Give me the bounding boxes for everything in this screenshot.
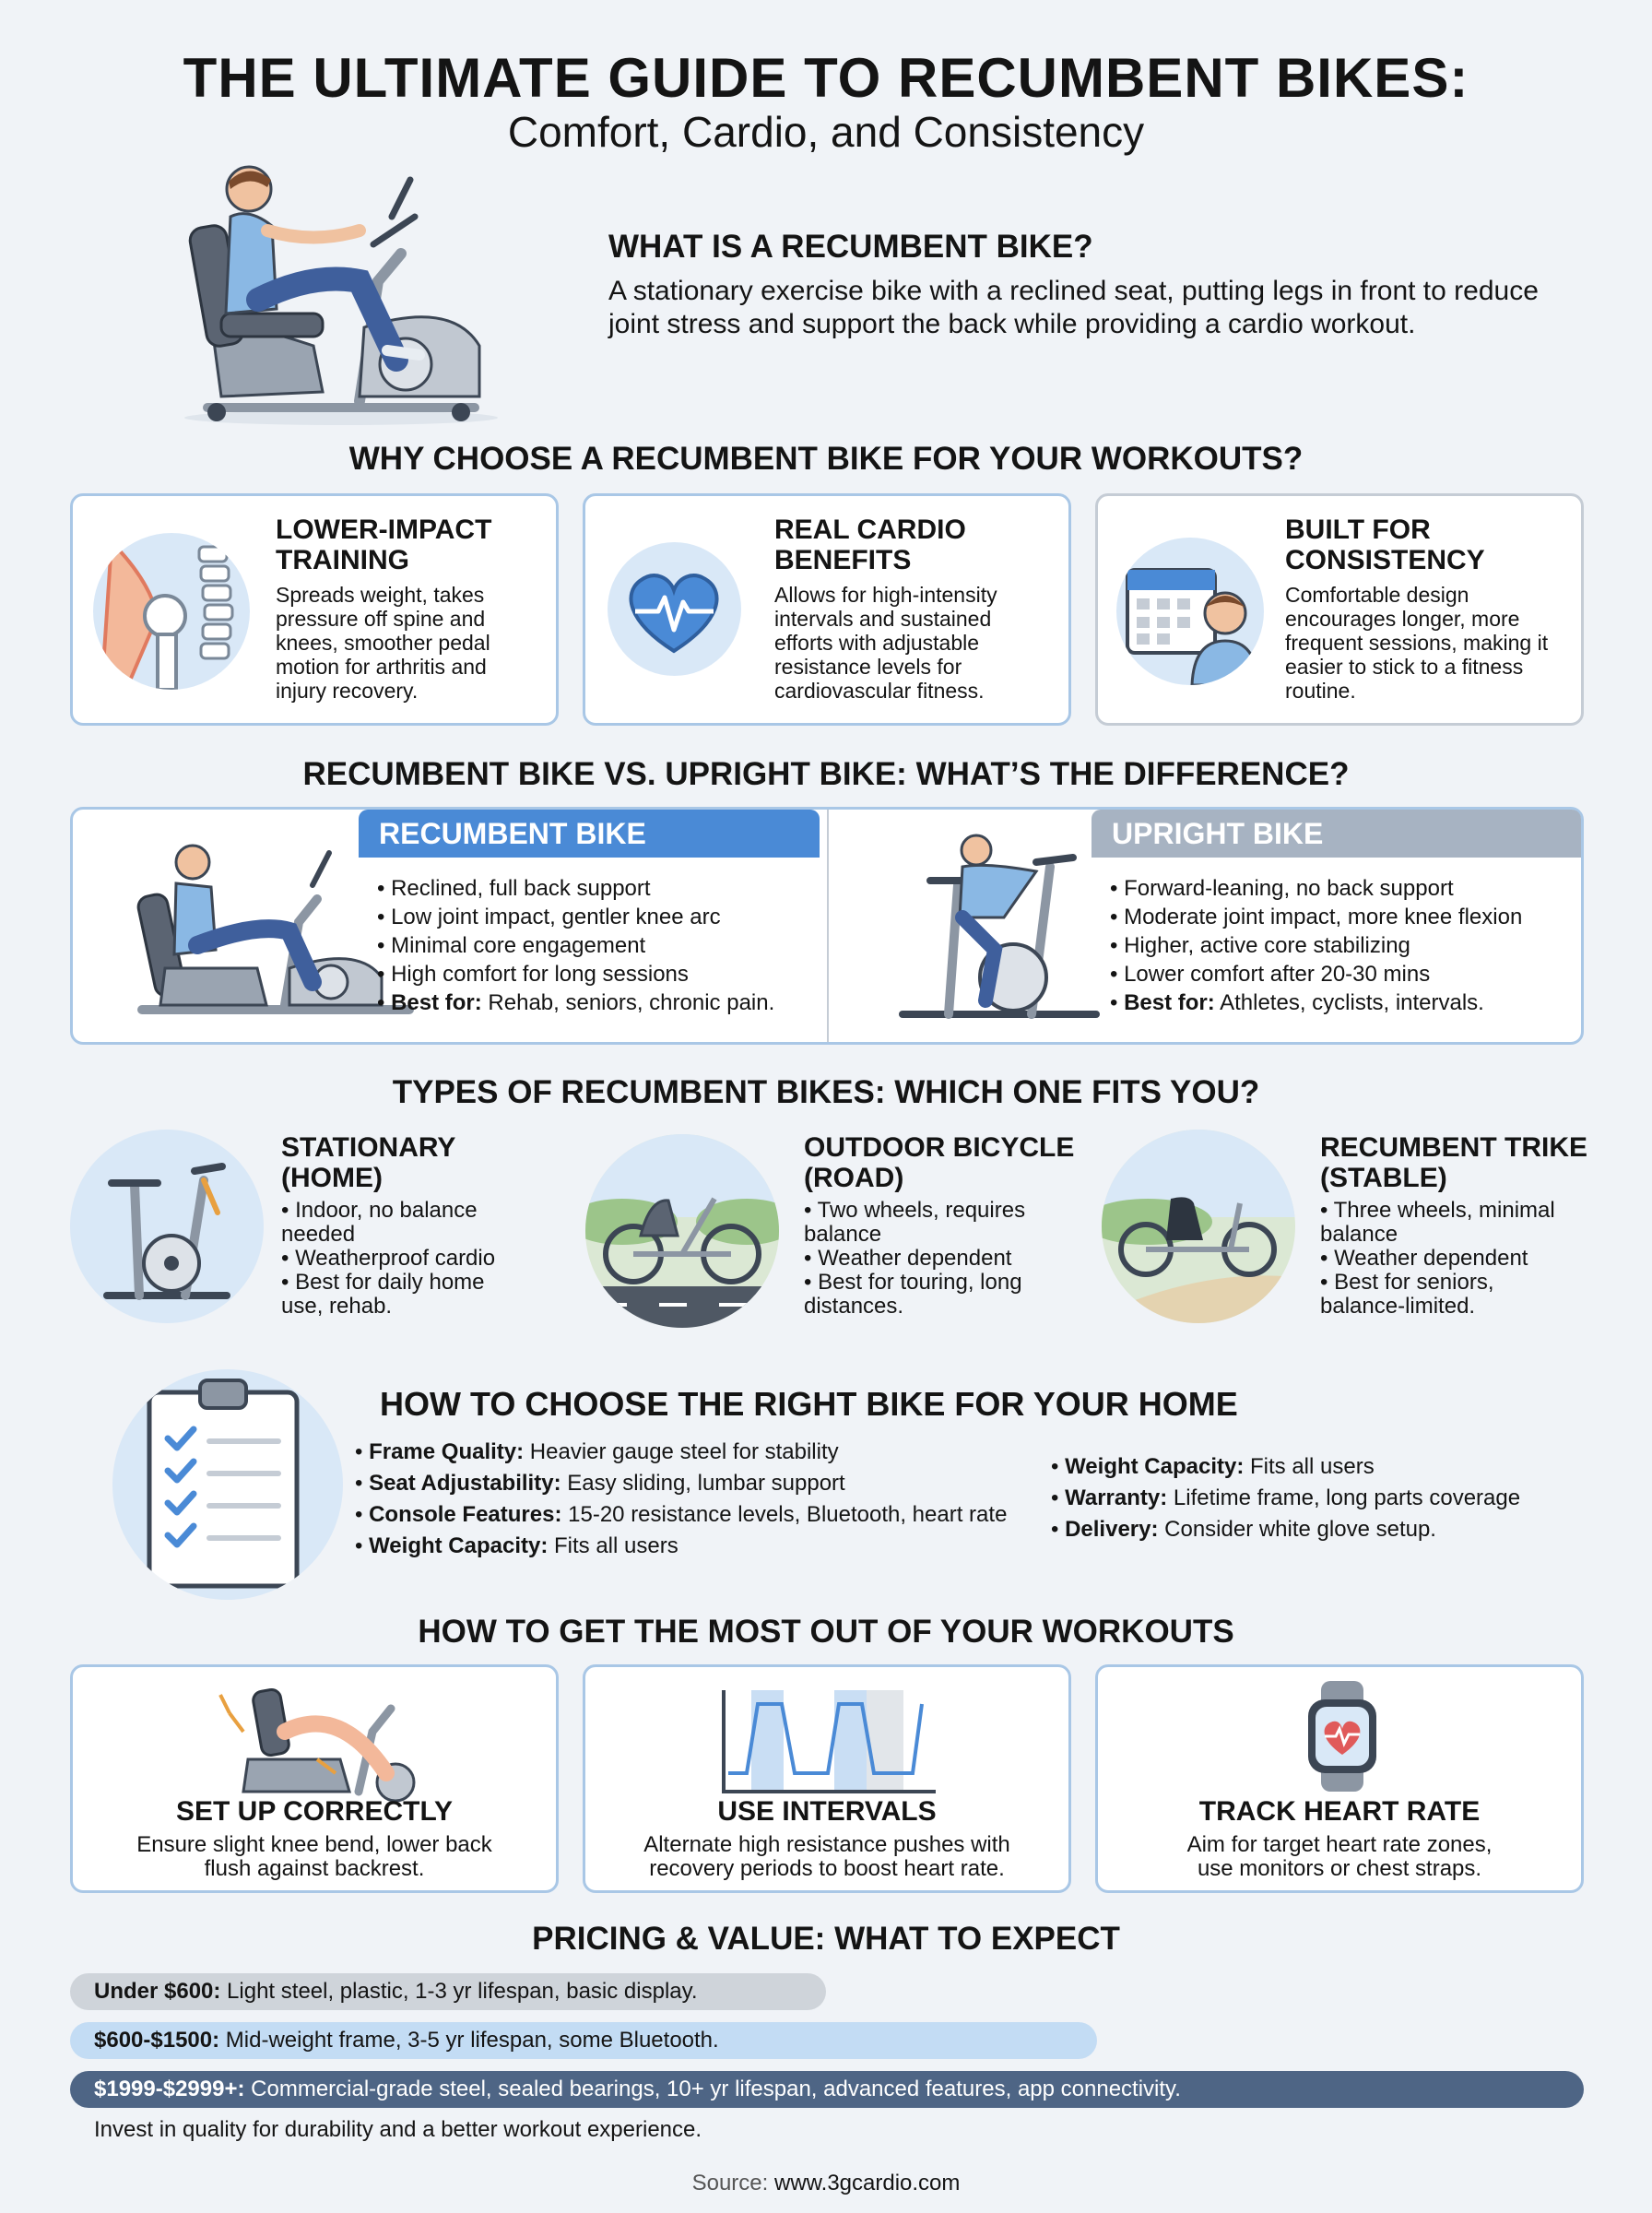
card-text: Alternate high resistance pushes with recovery periods to boost heart rate. [643,1832,1010,1881]
card-text: Ensure slight knee bend, lower back flush against backrest. [136,1832,492,1881]
bullet-item: • Moderate joint impact, more knee flexion [1110,905,1523,929]
price-tier-mid: $600-$1500: Mid-weight frame, 3-5 yr lifespan, some Bluetooth. [70,2022,1097,2059]
price-tier-premium: $1999-$2999+: Commercial-grade steel, sealed bearings, 10+ yr lifespan, advanced features, app connectivity. [70,2071,1584,2108]
type-title: OUTDOOR BICYCLE (ROAD) [804,1132,1075,1193]
choose-left-list [355,1437,1056,1562]
clipboard-checklist-icon [112,1369,343,1600]
bullet-item: • Weatherproof cardio [281,1246,496,1271]
type-bullets [281,1199,521,1319]
card-title: LOWER-IMPACT TRAINING [276,515,492,575]
type-title: STATIONARY (HOME) [281,1132,456,1193]
bullet-item: • High comfort for long sessions [377,962,689,987]
seat-adjust-icon [211,1676,432,1805]
criteria-item: • Seat Adjustability: Easy sliding, lumbar support [355,1471,845,1496]
choose-heading: HOW TO CHOOSE THE RIGHT BIKE FOR YOUR HOME [380,1385,1238,1423]
recumbent-trike-icon [1102,1130,1295,1323]
card-title: BUILT FOR CONSISTENCY [1285,515,1485,575]
compare-heading: RECUMBENT BIKE VS. UPRIGHT BIKE: WHAT’S THE DIFFERENCE? [302,756,1350,792]
recumbent-bullets [377,874,829,1017]
compare-panel [70,807,1584,1045]
bullet-item: • Best for: Athletes, cyclists, intervals. [1110,990,1484,1015]
intro-text: A stationary exercise bike with a reclined seat, putting legs in front to reduce joint stress and support the back while providing a cardio workout. [608,276,1539,339]
criteria-item: • Weight Capacity: Fits all users [355,1533,678,1558]
card-real-cardio [583,493,1071,726]
bullet-item: • Weather dependent [804,1246,1012,1271]
hero-recumbent-illustration [175,161,507,429]
card-text: Spreads weight, takes pressure off spine and knees, smoother pedal motion for arthritis and injury recovery. [276,583,490,703]
card-title: REAL CARDIO BENEFITS [774,515,966,575]
card-lower-impact [70,493,559,726]
bullet-item: • Reclined, full back support [377,876,651,901]
card-title: SET UP CORRECTLY [175,1796,454,1827]
bullet-item: • Weather dependent [1320,1246,1528,1271]
card-intervals [583,1664,1071,1893]
criteria-item: • Weight Capacity: Fits all users [1051,1454,1375,1479]
bullet-item: • Indoor, no balance needed [281,1198,478,1247]
page-title: THE ULTIMATE GUIDE TO RECUMBENT BIKES: [183,47,1469,109]
card-title: USE INTERVALS [717,1796,937,1827]
intro-heading: WHAT IS A RECUMBENT BIKE? [608,229,1093,265]
pricing-note: Invest in quality for durability and a better workout experience. [94,2117,702,2142]
bullet-item: • Forward-leaning, no back support [1110,876,1454,901]
most-heading: HOW TO GET THE MOST OUT OF YOUR WORKOUTS [418,1614,1234,1650]
why-heading: WHY CHOOSE A RECUMBENT BIKE FOR YOUR WORKOUTS? [348,441,1304,477]
upright-bike-icon [875,830,1124,1024]
compare-divider [827,810,829,1042]
bullet-item: • Three wheels, minimal balance [1320,1198,1555,1247]
criteria-item: • Warranty: Lifetime frame, long parts coverage [1051,1485,1521,1510]
recumbent-bike-label: RECUMBENT BIKE [359,810,820,858]
source-link[interactable]: www.3gcardio.com [773,2171,961,2195]
page-subtitle: Comfort, Cardio, and Consistency [507,108,1145,156]
bullet-item: • Best for seniors, balance-limited. [1320,1270,1494,1319]
calendar-person-icon [1116,538,1264,685]
knee-spine-icon [93,533,250,690]
interval-graph-icon [719,1686,940,1796]
bullet-item: • Best for touring, long distances. [804,1270,1022,1319]
heart-pulse-icon [608,542,741,676]
bullet-item: • Lower comfort after 20-30 mins [1110,962,1431,987]
source-credit: Source: www.3gcardio.com [691,2171,961,2195]
card-text: Aim for target heart rate zones, use monitors or chest straps. [1186,1832,1493,1881]
outdoor-bicycle-icon [585,1134,779,1328]
type-title: RECUMBENT TRIKE (STABLE) [1320,1132,1587,1193]
card-set-up [70,1664,559,1893]
card-text: Comfortable design encourages longer, more frequent sessions, making it easier to stick to a fitness routine. [1285,583,1549,703]
card-title: TRACK HEART RATE [1198,1796,1481,1827]
card-consistency [1095,493,1584,726]
bullet-item: • Two wheels, requires balance [804,1198,1026,1247]
price-tier-budget: Under $600: Light steel, plastic, 1-3 yr lifespan, basic display. [70,1973,826,2010]
bullet-item: • Minimal core engagement [377,933,646,958]
smartwatch-icon [1301,1681,1384,1792]
types-heading: TYPES OF RECUMBENT BIKES: WHICH ONE FITS YOU? [392,1074,1260,1110]
bullet-item: • Higher, active core stabilizing [1110,933,1410,958]
bullet-item: • Best for: Rehab, seniors, chronic pain. [377,990,775,1015]
criteria-item: • Console Features: 15-20 resistance levels, Bluetooth, heart rate [355,1502,1008,1527]
bullet-item: • Low joint impact, gentler knee arc [377,905,721,929]
bullet-item: • Best for daily home use, rehab. [281,1270,485,1319]
upright-bullets [1110,874,1580,1017]
card-text: Allows for high-intensity intervals and sustained efforts with adjustable resistance levels for cardiovascular fitness. [774,583,997,703]
stationary-bike-icon [70,1130,264,1323]
choose-right-list [1051,1451,1604,1545]
card-heart-rate [1095,1664,1584,1893]
type-bullets [804,1199,1062,1319]
type-bullets [1320,1199,1578,1319]
pricing-heading: PRICING & VALUE: WHAT TO EXPECT [532,1921,1120,1957]
criteria-item: • Frame Quality: Heavier gauge steel for stability [355,1439,839,1464]
criteria-item: • Delivery: Consider white glove setup. [1051,1517,1436,1542]
upright-bike-label: UPRIGHT BIKE [1092,810,1581,858]
